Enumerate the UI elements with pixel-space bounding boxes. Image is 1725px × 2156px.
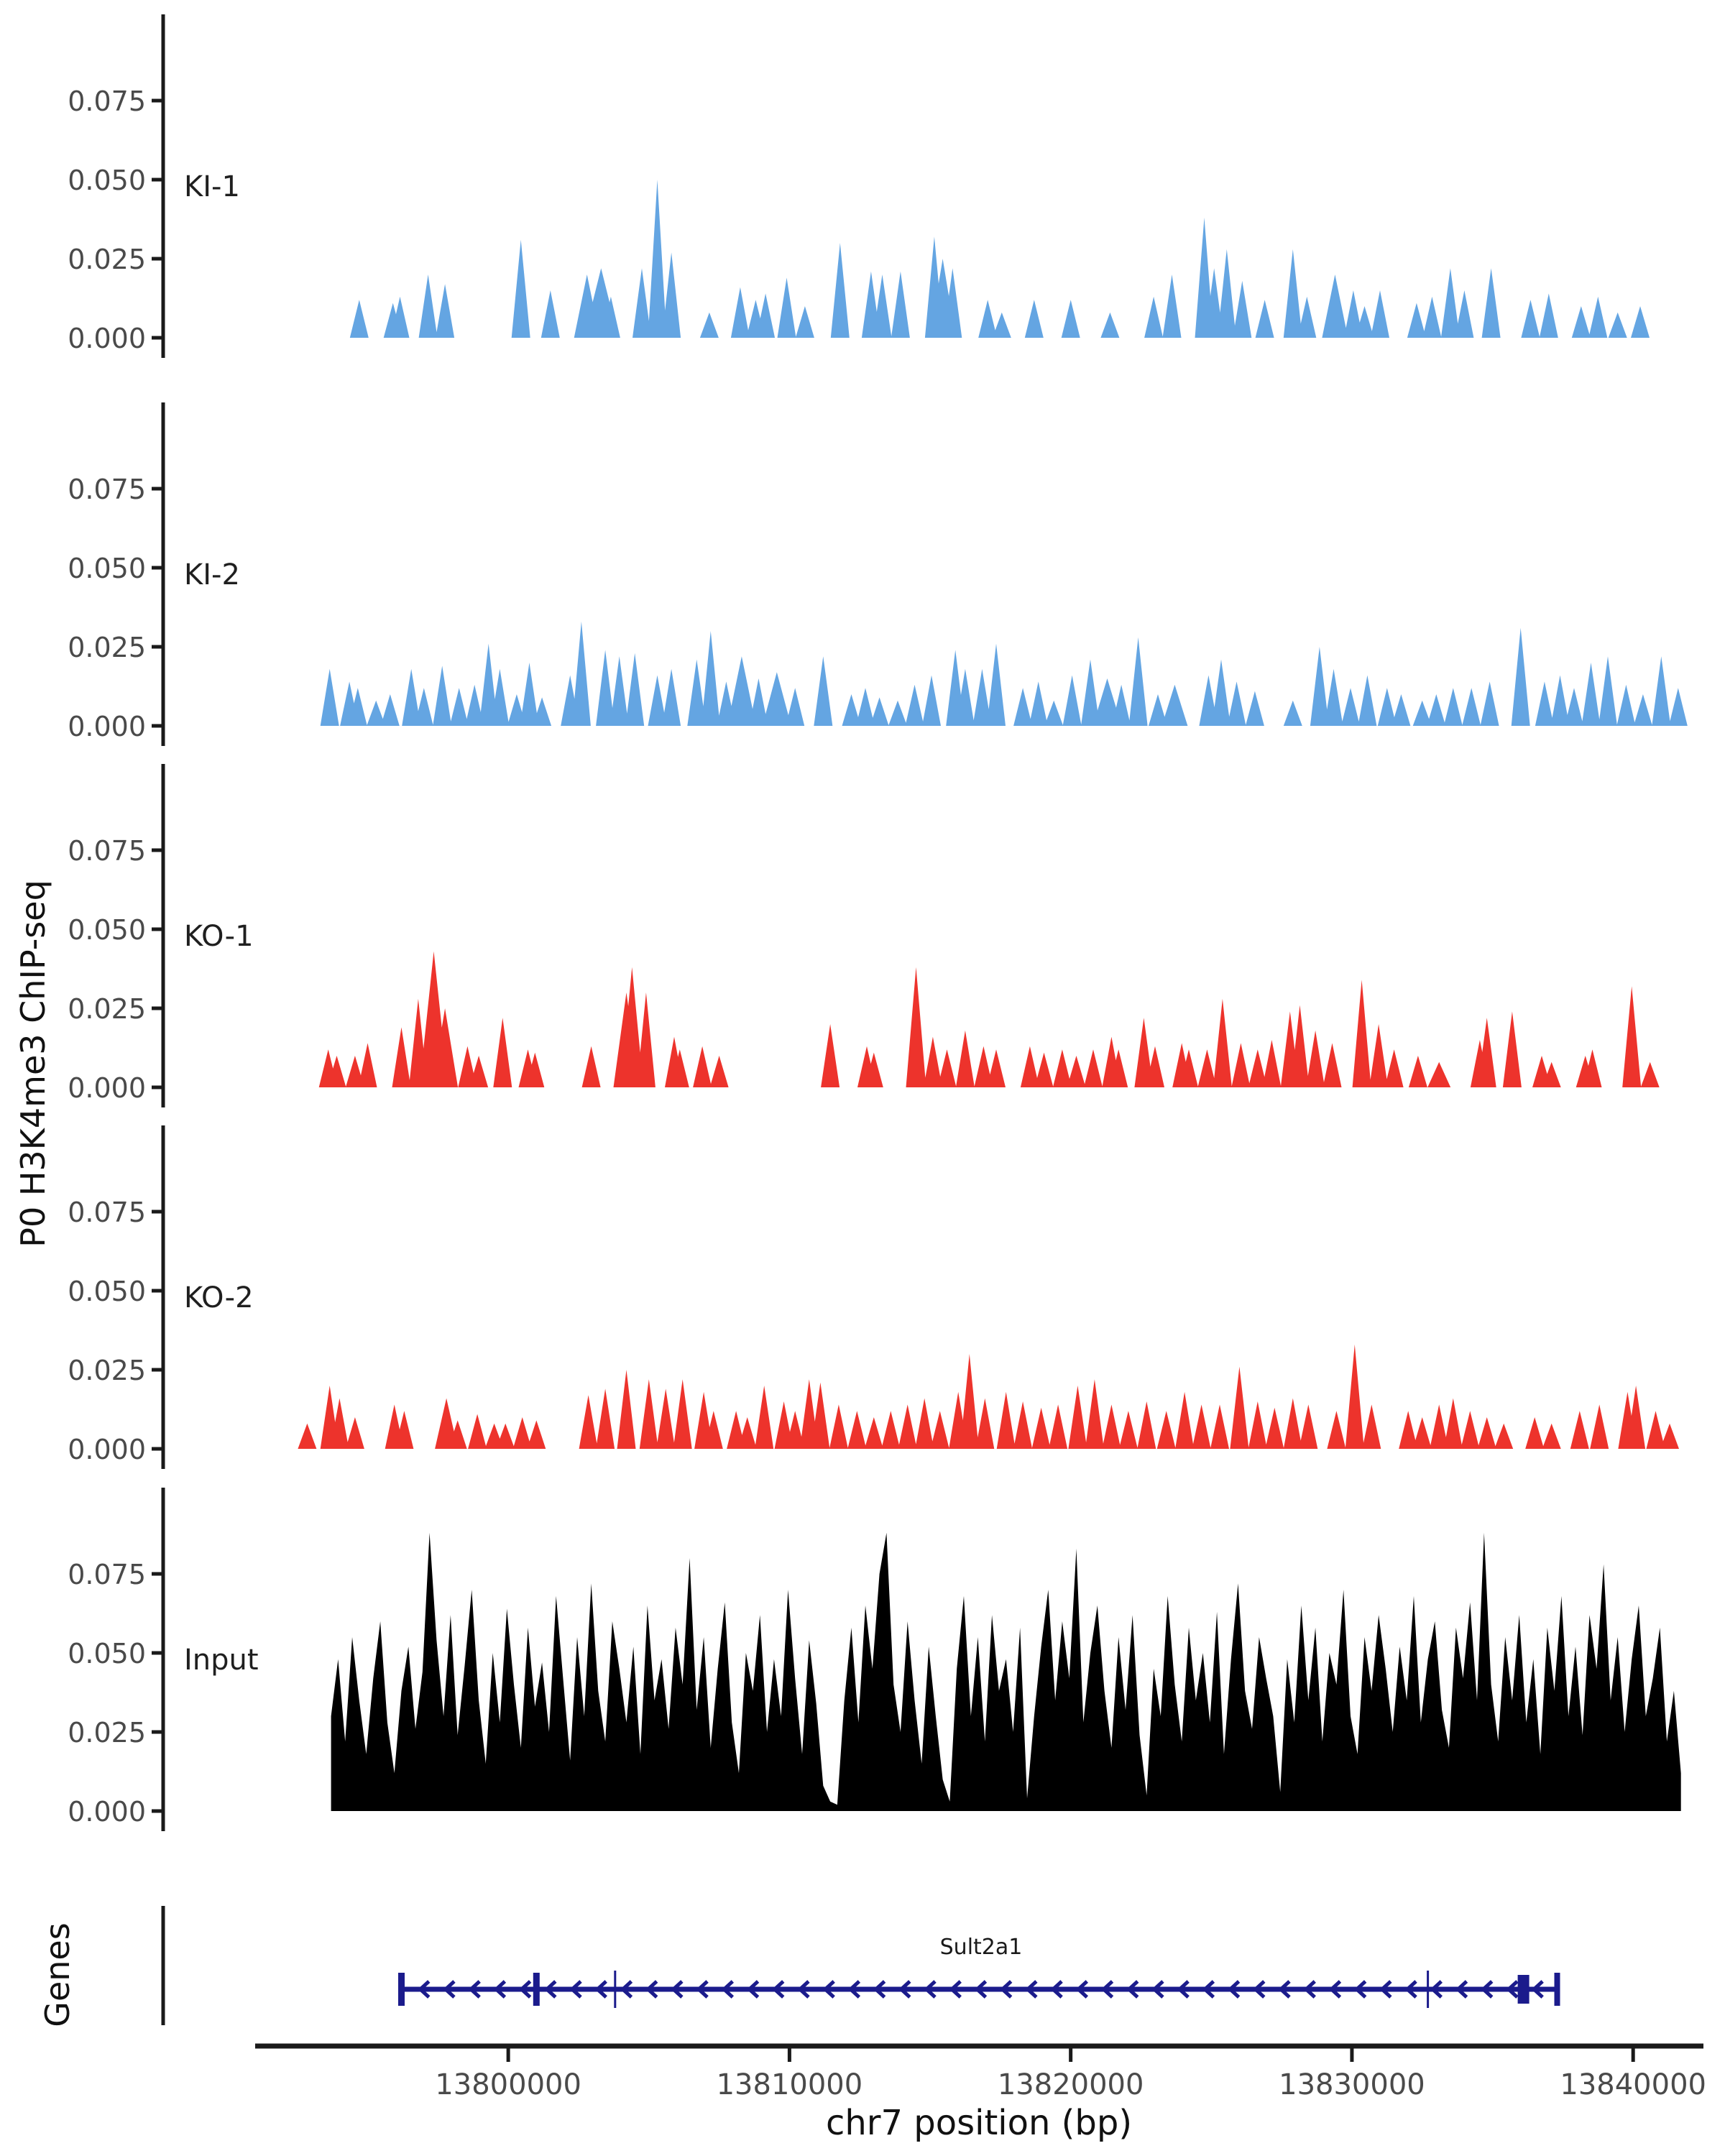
- track-signal-area: [319, 952, 1660, 1087]
- y-tick-label: 0.000: [68, 1434, 146, 1465]
- track-panel-KI-2: [68, 402, 1688, 746]
- y-tick-label: 0.075: [68, 1559, 146, 1590]
- y-tick-label: 0.000: [68, 1072, 146, 1104]
- y-tick-label: 0.075: [68, 86, 146, 117]
- track-panel-KI-1: [68, 14, 1650, 358]
- x-axis: [255, 2046, 1706, 2101]
- gene-exon-mark: [1427, 1971, 1429, 2008]
- y-tick-label: 0.025: [68, 632, 146, 663]
- track-signal-area: [321, 622, 1688, 726]
- y-tick-label: 0.025: [68, 244, 146, 275]
- genes-panel-label: Genes: [38, 1922, 77, 2027]
- x-axis-title: chr7 position (bp): [825, 2103, 1133, 2143]
- track-label: KI-1: [184, 170, 240, 203]
- y-tick-label: 0.050: [68, 1276, 146, 1307]
- genes-panel: [163, 1906, 1560, 2025]
- x-tick-label: 13810000: [716, 2068, 863, 2101]
- track-label: KO-1: [184, 920, 254, 953]
- track-panel-Input: [68, 1488, 1680, 1831]
- track-signal-area: [350, 180, 1650, 338]
- y-tick-label: 0.075: [68, 474, 146, 505]
- y-tick-label: 0.025: [68, 993, 146, 1025]
- track-panel-KO-2: [68, 1125, 1679, 1469]
- y-tick-label: 0.050: [68, 914, 146, 946]
- gene-exon-mark: [398, 1973, 405, 2006]
- y-tick-label: 0.050: [68, 165, 146, 196]
- track-label: KI-2: [184, 558, 240, 591]
- gene-exon-mark: [533, 1973, 540, 2006]
- y-tick-label: 0.075: [68, 1197, 146, 1228]
- track-label: KO-2: [184, 1281, 254, 1314]
- gene-name-label: Sult2a1: [939, 1935, 1023, 1960]
- gene-exon-mark: [614, 1971, 616, 2008]
- y-axis-title: P0 H3K4me3 ChIP-seq: [14, 880, 52, 1248]
- y-tick-label: 0.050: [68, 1638, 146, 1669]
- x-tick-label: 13820000: [997, 2068, 1144, 2101]
- x-tick-label: 13800000: [435, 2068, 581, 2101]
- y-tick-label: 0.025: [68, 1355, 146, 1386]
- x-tick-label: 13840000: [1560, 2068, 1706, 2101]
- track-label: Input: [184, 1644, 259, 1677]
- x-tick-label: 13830000: [1279, 2068, 1425, 2101]
- gene-exon-mark: [1555, 1973, 1560, 2006]
- y-tick-label: 0.000: [68, 1796, 146, 1828]
- y-tick-label: 0.050: [68, 553, 146, 584]
- y-tick-label: 0.000: [68, 711, 146, 742]
- y-tick-label: 0.075: [68, 835, 146, 867]
- y-tick-label: 0.000: [68, 323, 146, 354]
- track-signal-area: [331, 1533, 1681, 1811]
- track-panel-KO-1: [68, 764, 1659, 1107]
- track-signal-area: [298, 1345, 1679, 1449]
- y-tick-label: 0.025: [68, 1717, 146, 1749]
- gene-exon-mark: [1518, 1975, 1530, 2004]
